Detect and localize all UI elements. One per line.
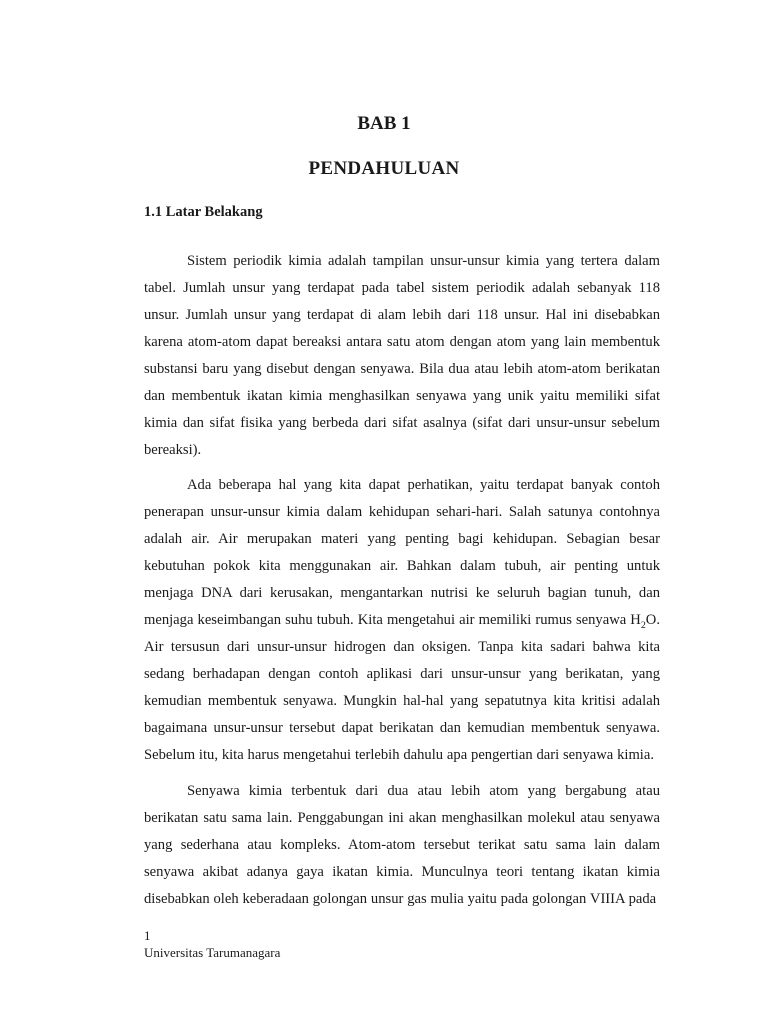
paragraph-1: Sistem periodik kimia adalah tampilan unsur-unsur kimia yang tertera dalam tabel. Jumlah unsur yang terdapat pada tabel sistem periodik adalah sebanyak 118 unsur. Jumlah unsur yang terdapat di alam lebih dari 118 unsur. Hal ini disebabkan karena atom-atom dapat bereaksi antara satu atom dengan atom yang lain membentuk substansi baru yang disebut dengan senyawa. Bila dua atau lebih atom-atom berikatan dan membentuk ikatan kimia menghasilkan senyawa yang unik yaitu memiliki sifat kimia dan sifat fisika yang berbeda dari sifat asalnya (sifat dari unsur-unsur sebelum bereaksi).: [144, 252, 660, 458]
paragraph-3: Senyawa kimia terbentuk dari dua atau lebih atom yang bergabung atau berikatan satu sama lain. Penggabungan ini akan menghasilkan molekul atau senyawa yang sederhana atau kompleks. Atom-atom tersebut terikat satu sama lain dalam senyawa akibat adanya gaya ikatan kimia. Munculnya teori tentang ikatan kimia disebabkan oleh keberadaan golongan unsur gas mulia yaitu pada golongan VIIIA pada: [144, 782, 660, 907]
paragraph-2-text-start: Ada beberapa hal yang kita dapat perhatikan, yaitu terdapat banyak contoh penerapan unsur-unsur kimia dalam kehidupan sehari-hari. Salah satunya contohnya adalah air. Air merupakan materi yang penting bagi kehidupan. Sebagian besar kebutuhan pokok kita menggunakan air. Bahkan dalam tubuh, air penting untuk menjaga DNA dari kerusakan, mengantarkan nutrisi ke seluruh bagian tunuh, dan menjaga keseimbangan suhu tubuh. Kita mengetahui air memiliki rumus senyawa H: [144, 476, 660, 628]
chapter-title: PENDAHULUAN: [308, 158, 460, 179]
formula-subscript: 2: [640, 619, 646, 631]
section-heading: 1.1 Latar Belakang: [144, 204, 263, 220]
paragraph-2: [144, 472, 660, 769]
paragraph-2-text-end: O. Air tersusun dari unsur-unsur hidrogen dan oksigen. Tanpa kita sadari bahwa kita sedang berhadapan dengan contoh aplikasi dari unsur-unsur yang berikatan, yang kemudian membentuk senyawa. Mungkin hal-hal yang sepatutnya kita kritisi adalah bagaimana unsur-unsur tersebut dapat berikatan dan kemudian membentuk senyawa. Sebelum itu, kita harus mengetahui terlebih dahulu apa pengertian dari senyawa kimia.: [144, 611, 660, 763]
footer-institution: Universitas Tarumanagara: [144, 945, 281, 960]
page-number: 1: [144, 928, 151, 943]
chapter-number: BAB 1: [357, 113, 411, 134]
